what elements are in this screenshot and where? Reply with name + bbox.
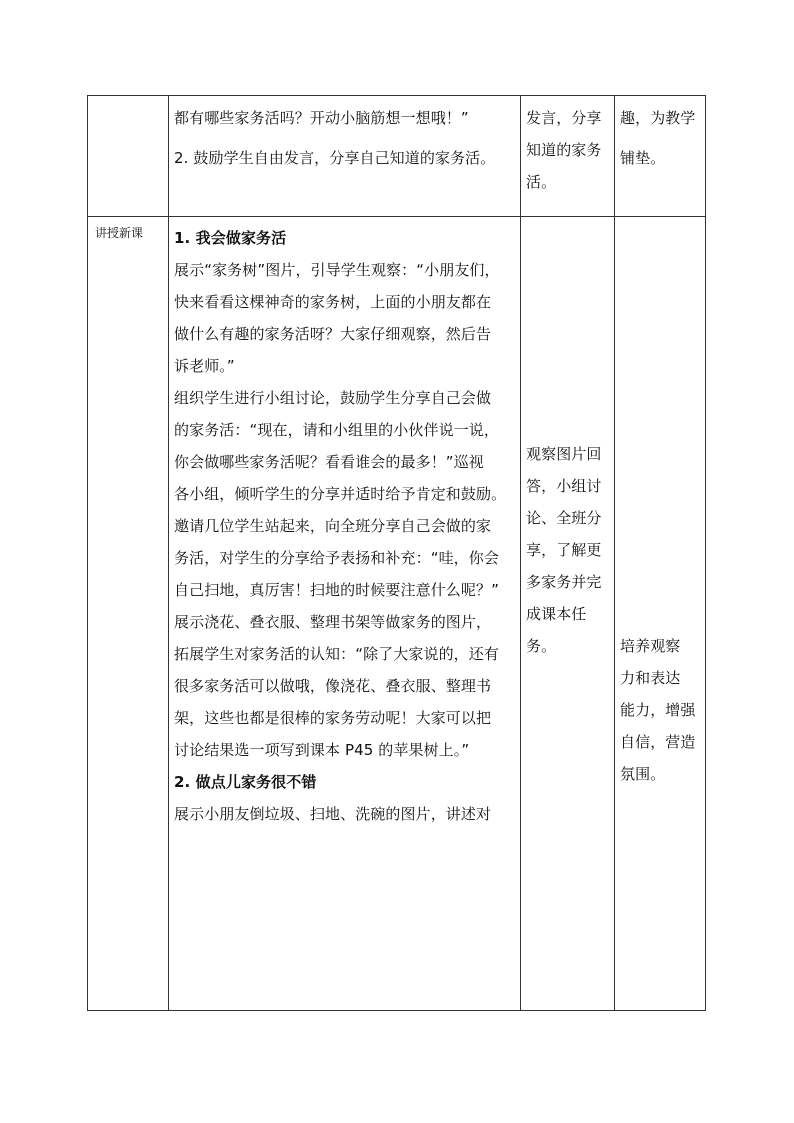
student-activity-line: 发言，分享 <box>526 109 602 127</box>
row2-label-cell <box>88 216 168 1011</box>
student-activity-line: 观察图片回 <box>526 445 602 463</box>
row1-content-cell <box>168 96 520 216</box>
student-activity-line: 活。 <box>526 173 557 191</box>
row2-intent-cell <box>614 216 706 1011</box>
row2-student-cell <box>520 216 614 1011</box>
student-activity-line: 论、全班分 <box>526 509 602 527</box>
content-line: 都有哪些家务活吗？开动小脑筋想一想哦！” <box>174 109 469 127</box>
content-line: 拓展学生对家务活的认知：“除了大家说的，还有 <box>174 645 499 663</box>
content-line: 做什么有趣的家务活呀？大家仔细观察，然后告 <box>174 325 492 343</box>
design-intent-line: 自信，营造 <box>620 733 696 751</box>
subheading: 2. 做点儿家务很不错 <box>174 773 317 791</box>
content-line: 各小组，倾听学生的分享并适时给予肯定和鼓励。 <box>174 485 507 503</box>
subheading: 1. 我会做家务活 <box>174 229 287 247</box>
content-line: 组织学生进行小组讨论，鼓励学生分享自己会做 <box>174 389 492 407</box>
design-intent-line: 氛围。 <box>620 765 666 783</box>
content-line: 诉老师。” <box>174 357 235 375</box>
student-activity-line: 享，了解更 <box>526 541 602 559</box>
content-line: 很多家务活可以做哦，像浇花、叠衣服、整理书 <box>174 677 492 695</box>
content-line: 邀请几位学生站起来，向全班分享自己会做的家 <box>174 517 492 535</box>
lesson-plan-table <box>87 95 706 1011</box>
section-label: 讲授新课 <box>95 226 144 240</box>
content-line: 自己扫地，真厉害！扫地的时候要注意什么呢？” <box>174 581 499 599</box>
design-intent-line: 趣，为教学 <box>620 109 696 127</box>
design-intent-line: 力和表达 <box>620 669 681 687</box>
content-line: 务活，对学生的分享给予表扬和补充：“哇，你会 <box>174 549 499 567</box>
content-line: 讨论结果选一项写到课本 P45 的苹果树上。” <box>174 741 470 759</box>
row1-student-cell <box>520 96 614 216</box>
student-activity-line: 答，小组讨 <box>526 477 602 495</box>
design-intent-line: 能力，增强 <box>620 701 696 719</box>
content-line: 展示“家务树”图片，引导学生观察：“小朋友们， <box>174 261 500 279</box>
row2-content-cell <box>168 216 520 1011</box>
row1-label-cell <box>88 96 168 216</box>
content-line: 架，这些也都是很棒的家务劳动呢！大家可以把 <box>174 709 492 727</box>
student-activity-line: 多家务并完 <box>526 573 602 591</box>
content-line: 快来看看这棵神奇的家务树，上面的小朋友都在 <box>174 293 492 311</box>
design-intent-line: 培养观察 <box>620 637 681 655</box>
student-activity-line: 成课本任务。 <box>526 605 587 655</box>
row1-intent-cell <box>614 96 706 216</box>
student-activity-line: 知道的家务 <box>526 141 602 159</box>
content-line: 的家务活：“现在，请和小组里的小伙伴说一说， <box>174 421 499 439</box>
content-line: 你会做哪些家务活呢？看看谁会的最多！”巡视 <box>174 453 484 471</box>
content-line: 2. 鼓励学生自由发言，分享自己知道的家务活。 <box>174 149 496 167</box>
content-line: 展示小朋友倒垃圾、扫地、洗碗的图片，讲述对 <box>174 805 492 823</box>
content-line: 展示浇花、叠衣服、整理书架等做家务的图片， <box>174 613 492 631</box>
design-intent-line: 铺垫。 <box>620 149 666 167</box>
